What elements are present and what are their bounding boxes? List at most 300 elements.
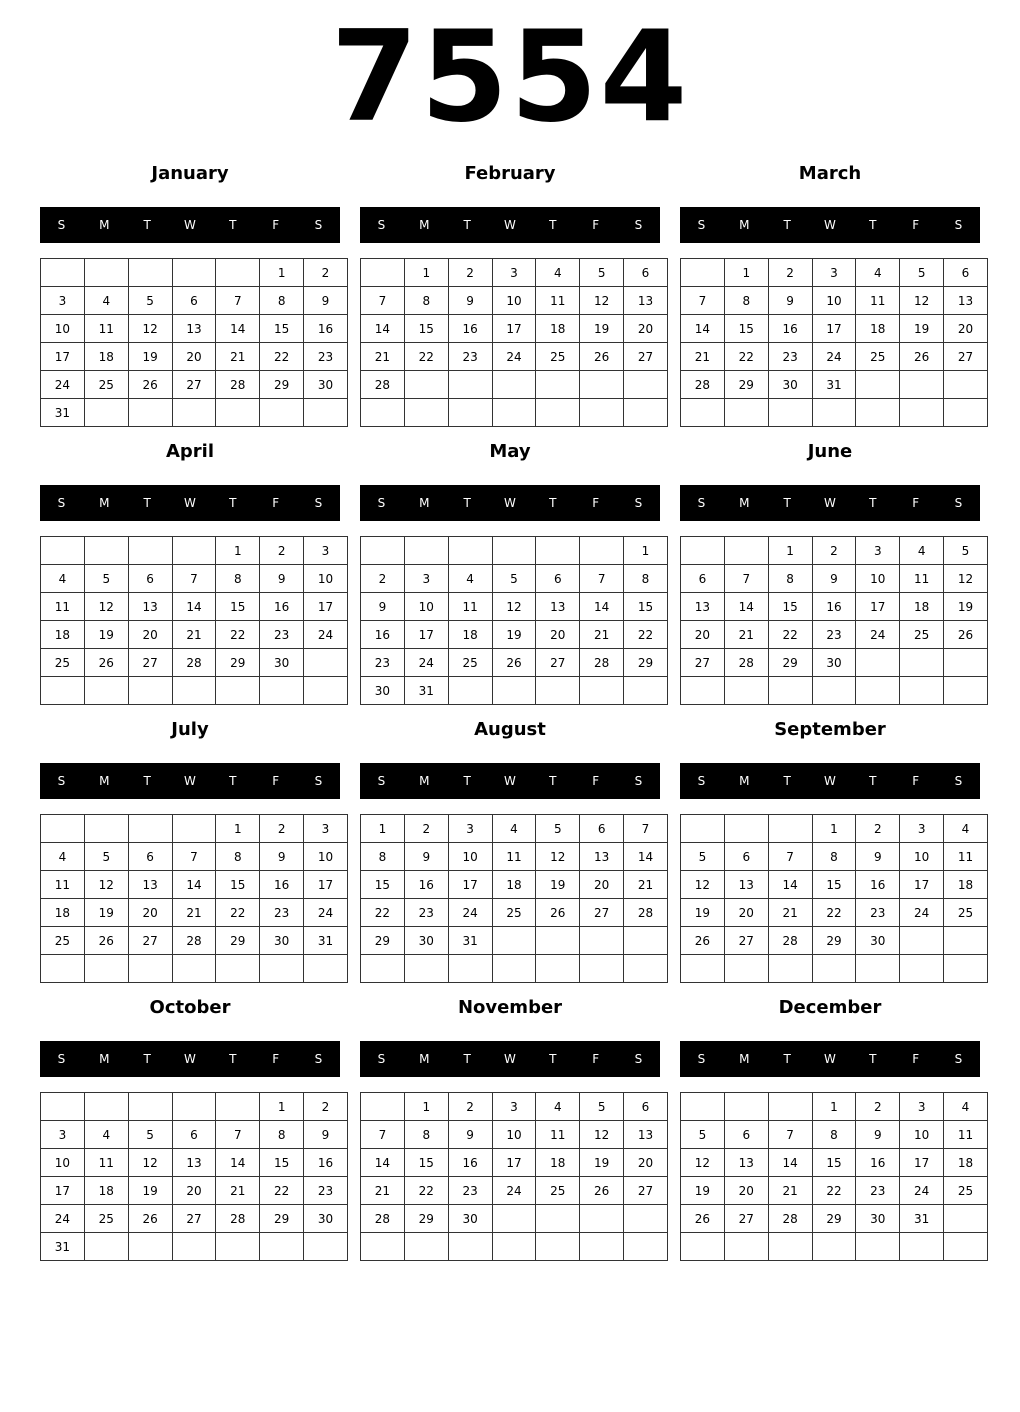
day-cell [304, 955, 348, 983]
day-cell: 24 [304, 899, 348, 927]
weekday-label: T [549, 218, 557, 232]
day-cell: 18 [84, 1177, 128, 1205]
day-cell: 24 [492, 343, 536, 371]
day-cell [128, 955, 172, 983]
week-row [681, 1205, 988, 1233]
day-cell [448, 371, 492, 399]
week-row [361, 1121, 668, 1149]
day-cell [536, 371, 580, 399]
weekday-label: M [99, 1052, 110, 1066]
weekday-label: T [869, 218, 877, 232]
day-cell: 18 [944, 1149, 988, 1177]
day-cell: 24 [900, 1177, 944, 1205]
weekday-label: T [783, 1052, 791, 1066]
day-cell: 29 [812, 1205, 856, 1233]
day-cell: 21 [216, 343, 260, 371]
day-cell: 15 [361, 871, 405, 899]
day-cell [944, 371, 988, 399]
day-cell [724, 399, 768, 427]
day-cell [624, 1233, 668, 1261]
day-cell: 12 [84, 871, 128, 899]
day-cell: 21 [361, 343, 405, 371]
day-cell: 14 [172, 593, 216, 621]
day-cell: 11 [84, 1149, 128, 1177]
day-cell: 11 [944, 843, 988, 871]
day-cell: 21 [768, 1177, 812, 1205]
day-cell: 22 [260, 1177, 304, 1205]
day-cell: 27 [536, 649, 580, 677]
day-cell: 17 [304, 871, 348, 899]
week-row [681, 315, 988, 343]
weekday-label: T [229, 774, 237, 788]
day-cell: 31 [41, 1233, 85, 1261]
weekday-label: S [57, 774, 66, 788]
day-cell: 29 [260, 1205, 304, 1233]
weekday-label: S [954, 218, 963, 232]
weekday-header [40, 485, 340, 521]
day-cell [944, 1205, 988, 1233]
day-cell: 13 [172, 1149, 216, 1177]
day-cell: 25 [856, 343, 900, 371]
day-cell: 30 [856, 1205, 900, 1233]
day-cell: 6 [128, 565, 172, 593]
weekday-label: W [184, 496, 196, 510]
day-cell: 10 [304, 843, 348, 871]
day-cell [41, 677, 85, 705]
day-cell: 5 [84, 843, 128, 871]
day-cell: 8 [216, 565, 260, 593]
day-cell: 5 [580, 1093, 624, 1121]
day-cell: 26 [681, 1205, 725, 1233]
day-cell: 8 [404, 1121, 448, 1149]
day-cell: 7 [172, 565, 216, 593]
day-cell [944, 1233, 988, 1261]
day-cell: 5 [681, 1121, 725, 1149]
week-row [361, 399, 668, 427]
day-cell [128, 677, 172, 705]
day-cell [41, 1093, 85, 1121]
day-cell [260, 677, 304, 705]
day-cell: 16 [856, 871, 900, 899]
day-cell: 16 [361, 621, 405, 649]
day-cell: 1 [361, 815, 405, 843]
week-row [41, 843, 348, 871]
day-cell [856, 399, 900, 427]
day-cell [84, 815, 128, 843]
day-cell: 28 [580, 649, 624, 677]
day-cell: 2 [304, 1093, 348, 1121]
day-cell: 14 [768, 1149, 812, 1177]
day-cell: 27 [128, 649, 172, 677]
day-cell: 25 [492, 899, 536, 927]
month-title: October [149, 997, 231, 1018]
day-cell [492, 955, 536, 983]
day-cell: 7 [216, 1121, 260, 1149]
weekday-label: M [419, 218, 430, 232]
day-cell [944, 927, 988, 955]
day-cell: 6 [681, 565, 725, 593]
week-row [681, 565, 988, 593]
day-cell: 24 [448, 899, 492, 927]
day-cell: 16 [448, 1149, 492, 1177]
day-cell: 17 [856, 593, 900, 621]
day-cell: 29 [216, 649, 260, 677]
day-cell: 8 [260, 1121, 304, 1149]
weekday-header [680, 485, 980, 521]
day-cell [128, 259, 172, 287]
day-cell: 14 [624, 843, 668, 871]
day-cell: 5 [681, 843, 725, 871]
day-cell: 19 [681, 1177, 725, 1205]
weekday-header [680, 207, 980, 243]
week-row [361, 593, 668, 621]
day-cell: 25 [84, 1205, 128, 1233]
day-cell [580, 677, 624, 705]
week-row [681, 1121, 988, 1149]
day-cell: 9 [260, 565, 304, 593]
week-row [41, 565, 348, 593]
day-cell: 24 [404, 649, 448, 677]
day-cell: 3 [304, 537, 348, 565]
day-cell [492, 399, 536, 427]
week-row [41, 871, 348, 899]
day-cell [624, 399, 668, 427]
days-grid [680, 536, 988, 705]
month-title: September [774, 719, 886, 740]
week-row [681, 343, 988, 371]
weekday-label: S [634, 774, 643, 788]
day-cell [260, 955, 304, 983]
day-cell: 7 [681, 287, 725, 315]
day-cell [900, 399, 944, 427]
day-cell: 5 [900, 259, 944, 287]
day-cell: 9 [304, 1121, 348, 1149]
weekday-label: F [912, 496, 920, 510]
day-cell: 13 [624, 1121, 668, 1149]
day-cell: 23 [260, 621, 304, 649]
week-row [681, 621, 988, 649]
day-cell: 15 [812, 1149, 856, 1177]
day-cell: 28 [768, 927, 812, 955]
weekday-label: W [504, 1052, 516, 1066]
day-cell [580, 399, 624, 427]
day-cell [724, 537, 768, 565]
day-cell: 16 [260, 871, 304, 899]
day-cell: 3 [856, 537, 900, 565]
day-cell: 9 [768, 287, 812, 315]
day-cell: 19 [128, 343, 172, 371]
day-cell: 26 [128, 1205, 172, 1233]
day-cell: 17 [812, 315, 856, 343]
day-cell: 12 [492, 593, 536, 621]
day-cell: 29 [624, 649, 668, 677]
day-cell: 20 [128, 621, 172, 649]
day-cell: 28 [681, 371, 725, 399]
day-cell [856, 649, 900, 677]
day-cell: 3 [900, 815, 944, 843]
day-cell: 9 [404, 843, 448, 871]
day-cell [536, 677, 580, 705]
day-cell: 13 [536, 593, 580, 621]
week-row [681, 1149, 988, 1177]
day-cell: 27 [172, 371, 216, 399]
day-cell: 16 [304, 315, 348, 343]
day-cell: 26 [84, 927, 128, 955]
day-cell [128, 815, 172, 843]
month-title: August [474, 719, 546, 740]
day-cell: 28 [361, 371, 405, 399]
day-cell: 21 [580, 621, 624, 649]
day-cell: 26 [944, 621, 988, 649]
day-cell: 1 [724, 259, 768, 287]
day-cell: 5 [128, 287, 172, 315]
day-cell: 2 [812, 537, 856, 565]
day-cell [681, 1233, 725, 1261]
week-row [681, 955, 988, 983]
weekday-label: S [377, 218, 386, 232]
day-cell: 31 [812, 371, 856, 399]
day-cell [681, 677, 725, 705]
day-cell: 20 [172, 343, 216, 371]
weekday-label: T [143, 218, 151, 232]
day-cell: 11 [41, 871, 85, 899]
day-cell: 15 [404, 315, 448, 343]
day-cell: 24 [492, 1177, 536, 1205]
day-cell: 19 [84, 621, 128, 649]
day-cell: 17 [900, 871, 944, 899]
weekday-label: M [739, 774, 750, 788]
day-cell: 2 [448, 259, 492, 287]
weekday-label: M [99, 774, 110, 788]
week-row [41, 315, 348, 343]
day-cell: 19 [944, 593, 988, 621]
weekday-label: S [57, 496, 66, 510]
day-cell [856, 1233, 900, 1261]
day-cell [492, 927, 536, 955]
day-cell [260, 1233, 304, 1261]
day-cell: 6 [724, 1121, 768, 1149]
week-row [361, 1177, 668, 1205]
day-cell: 22 [404, 1177, 448, 1205]
day-cell [84, 537, 128, 565]
day-cell: 9 [448, 1121, 492, 1149]
day-cell [580, 537, 624, 565]
day-cell: 26 [580, 1177, 624, 1205]
day-cell: 29 [812, 927, 856, 955]
day-cell [681, 1093, 725, 1121]
week-row [361, 621, 668, 649]
day-cell: 11 [41, 593, 85, 621]
day-cell: 15 [216, 871, 260, 899]
day-cell [900, 955, 944, 983]
day-cell: 25 [41, 649, 85, 677]
day-cell [536, 1233, 580, 1261]
day-cell: 3 [404, 565, 448, 593]
day-cell: 9 [448, 287, 492, 315]
week-row [361, 927, 668, 955]
day-cell: 31 [900, 1205, 944, 1233]
day-cell [172, 1233, 216, 1261]
day-cell: 12 [128, 1149, 172, 1177]
day-cell [681, 399, 725, 427]
week-row [41, 621, 348, 649]
day-cell: 19 [580, 315, 624, 343]
day-cell: 20 [724, 1177, 768, 1205]
weekday-label: S [634, 218, 643, 232]
weekday-label: T [783, 496, 791, 510]
day-cell: 13 [128, 593, 172, 621]
days-grid [40, 258, 348, 427]
day-cell [812, 955, 856, 983]
day-cell: 16 [404, 871, 448, 899]
day-cell: 20 [172, 1177, 216, 1205]
day-cell [724, 1093, 768, 1121]
day-cell [41, 537, 85, 565]
week-row [41, 593, 348, 621]
weekday-label: W [824, 496, 836, 510]
weekday-label: S [697, 496, 706, 510]
day-cell [812, 399, 856, 427]
day-cell [216, 399, 260, 427]
day-cell: 25 [448, 649, 492, 677]
day-cell: 5 [84, 565, 128, 593]
day-cell [624, 955, 668, 983]
day-cell: 19 [681, 899, 725, 927]
days-grid [40, 1092, 348, 1261]
day-cell: 27 [681, 649, 725, 677]
day-cell: 20 [536, 621, 580, 649]
day-cell: 8 [361, 843, 405, 871]
day-cell [580, 1205, 624, 1233]
weekday-label: F [592, 774, 600, 788]
weekday-label: W [824, 1052, 836, 1066]
day-cell: 18 [448, 621, 492, 649]
day-cell [856, 677, 900, 705]
day-cell: 6 [624, 259, 668, 287]
day-cell: 3 [492, 259, 536, 287]
day-cell [128, 537, 172, 565]
weekday-label: T [229, 496, 237, 510]
day-cell: 25 [41, 927, 85, 955]
day-cell: 22 [404, 343, 448, 371]
day-cell: 11 [536, 287, 580, 315]
day-cell [768, 1093, 812, 1121]
weekday-header [360, 763, 660, 799]
day-cell: 17 [492, 1149, 536, 1177]
week-row [41, 677, 348, 705]
day-cell: 23 [361, 649, 405, 677]
week-row [681, 927, 988, 955]
day-cell: 18 [492, 871, 536, 899]
weekday-label: S [377, 774, 386, 788]
weekday-label: S [697, 1052, 706, 1066]
day-cell: 24 [41, 371, 85, 399]
week-row [361, 1233, 668, 1261]
month-title: July [171, 719, 209, 740]
day-cell: 6 [580, 815, 624, 843]
weekday-label: F [272, 774, 280, 788]
month-title: November [457, 997, 563, 1018]
days-grid [40, 814, 348, 983]
day-cell: 21 [681, 343, 725, 371]
day-cell: 16 [260, 593, 304, 621]
day-cell: 21 [172, 621, 216, 649]
days-grid [680, 258, 988, 427]
day-cell [681, 815, 725, 843]
week-row [681, 871, 988, 899]
day-cell: 23 [768, 343, 812, 371]
day-cell: 29 [260, 371, 304, 399]
day-cell [944, 677, 988, 705]
day-cell [216, 1093, 260, 1121]
day-cell [724, 815, 768, 843]
day-cell: 28 [724, 649, 768, 677]
day-cell: 13 [724, 1149, 768, 1177]
day-cell: 2 [856, 1093, 900, 1121]
day-cell: 5 [492, 565, 536, 593]
day-cell: 4 [536, 1093, 580, 1121]
week-row [361, 1205, 668, 1233]
day-cell: 7 [724, 565, 768, 593]
day-cell [84, 677, 128, 705]
week-row [681, 1093, 988, 1121]
weekday-label: T [143, 1052, 151, 1066]
weekday-label: M [419, 496, 430, 510]
day-cell: 8 [724, 287, 768, 315]
week-row [361, 843, 668, 871]
day-cell: 2 [304, 259, 348, 287]
day-cell: 26 [900, 343, 944, 371]
day-cell [492, 1233, 536, 1261]
day-cell: 1 [768, 537, 812, 565]
day-cell: 14 [216, 1149, 260, 1177]
week-row [41, 927, 348, 955]
weekday-label: W [184, 218, 196, 232]
weekday-header [680, 763, 980, 799]
day-cell: 25 [900, 621, 944, 649]
day-cell: 14 [361, 315, 405, 343]
day-cell: 19 [900, 315, 944, 343]
day-cell: 17 [41, 343, 85, 371]
weekday-label: W [824, 218, 836, 232]
day-cell: 6 [944, 259, 988, 287]
day-cell: 8 [404, 287, 448, 315]
day-cell: 3 [492, 1093, 536, 1121]
weekday-label: M [99, 496, 110, 510]
day-cell: 2 [260, 537, 304, 565]
day-cell [768, 815, 812, 843]
day-cell: 21 [172, 899, 216, 927]
day-cell [724, 1233, 768, 1261]
day-cell: 4 [536, 259, 580, 287]
day-cell: 19 [580, 1149, 624, 1177]
day-cell [624, 677, 668, 705]
day-cell: 7 [172, 843, 216, 871]
day-cell [768, 955, 812, 983]
weekday-label: S [314, 1052, 323, 1066]
day-cell: 6 [172, 287, 216, 315]
week-row [41, 815, 348, 843]
weekday-label: T [549, 496, 557, 510]
day-cell: 2 [404, 815, 448, 843]
weekday-label: S [314, 218, 323, 232]
day-cell [128, 399, 172, 427]
day-cell: 24 [304, 621, 348, 649]
day-cell [580, 927, 624, 955]
day-cell [260, 399, 304, 427]
day-cell [41, 259, 85, 287]
weekday-label: M [739, 218, 750, 232]
